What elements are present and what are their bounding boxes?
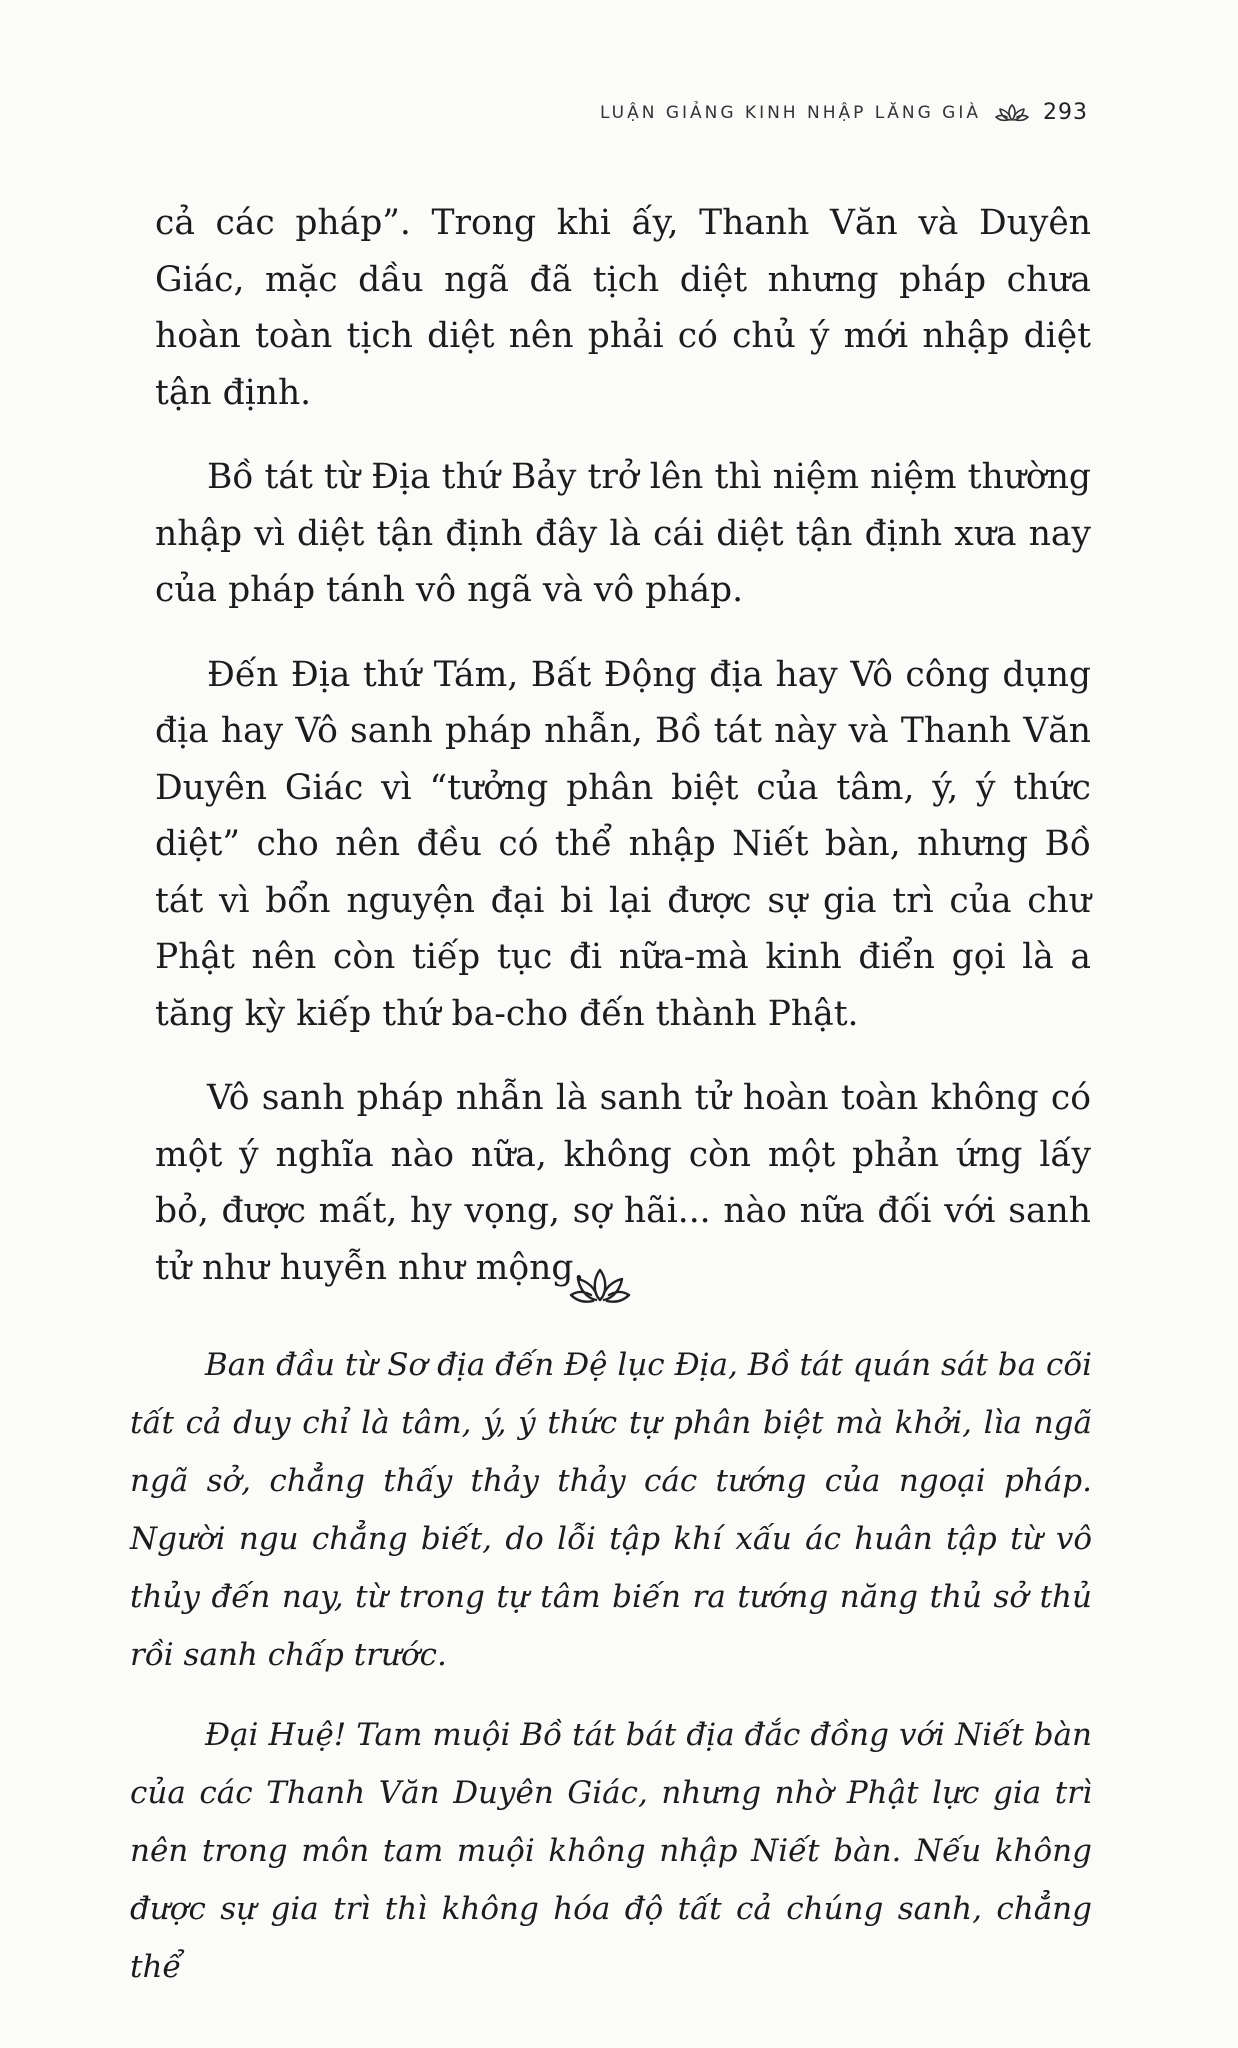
quote-paragraph: Đại Huệ! Tam muội Bồ tát bát địa đắc đồng với Niết bàn của các Thanh Văn Duyên Giác, nhưng nhờ Phật lực gia trì nên trong môn tam muội không nhập Niết bàn. Nếu không được sự gia trì thì không hóa độ tất cả chúng sanh, chẳng thể [130,1717,1092,1985]
paragraph: Vô sanh pháp nhẫn là sanh tử hoàn toàn không có một ý nghĩa nào nữa, không còn một phản ứng lấy bỏ, được mất, hy vọng, sợ hãi... nào nữa đối với sanh tử như huyễn như mộng. [155,1078,1091,1288]
main-text [155,195,1091,1324]
paragraph: cả các pháp”. Trong khi ấy, Thanh Văn và Duyên Giác, mặc dầu ngã đã tịch diệt nhưng pháp chưa hoàn toàn tịch diệt nên phải có chủ ý mới nhập diệt tận định. [155,203,1091,413]
scripture-quote [130,1336,1092,2018]
paragraph: Bồ tát từ Địa thứ Bảy trở lên thì niệm niệm thường nhập vì diệt tận định đây là cái diệt tận định xưa nay của pháp tánh vô ngã và vô pháp. [155,457,1091,610]
lotus-icon [995,103,1029,123]
running-header [600,100,1088,125]
paragraph: Đến Địa thứ Tám, Bất Động địa hay Vô công dụng địa hay Vô sanh pháp nhẫn, Bồ tát này và Thanh Văn Duyên Giác vì “tưởng phân biệt của tâm, ý, ý thức diệt” cho nên đều có thể nhập Niết bàn, nhưng Bồ tát vì bổn nguyện đại bi lại được sự gia trì của chư Phật nên còn tiếp tục đi nữa-mà kinh điển gọi là a tăng kỳ kiếp thứ ba-cho đến thành Phật. [155,654,1091,1034]
quote-paragraph: Ban đầu từ Sơ địa đến Đệ lục Địa, Bồ tát quán sát ba cõi tất cả duy chỉ là tâm, ý, ý thức tự phân biệt mà khởi, lìa ngã ngã sở, chẳng thấy thảy thảy các tướng của ngoại pháp. Người ngu chẳng biết, do lỗi tập khí xấu ác huân tập từ vô thủy đến nay, từ trong tự tâm biến ra tướng năng thủ sở thủ rồi sanh chấp trước. [130,1347,1092,1673]
running-title: LUẬN GIẢNG KINH NHẬP LĂNG GIÀ [600,102,981,123]
page-number: 293 [1043,100,1088,125]
section-divider [569,1267,631,1305]
lotus-icon [569,1267,631,1305]
